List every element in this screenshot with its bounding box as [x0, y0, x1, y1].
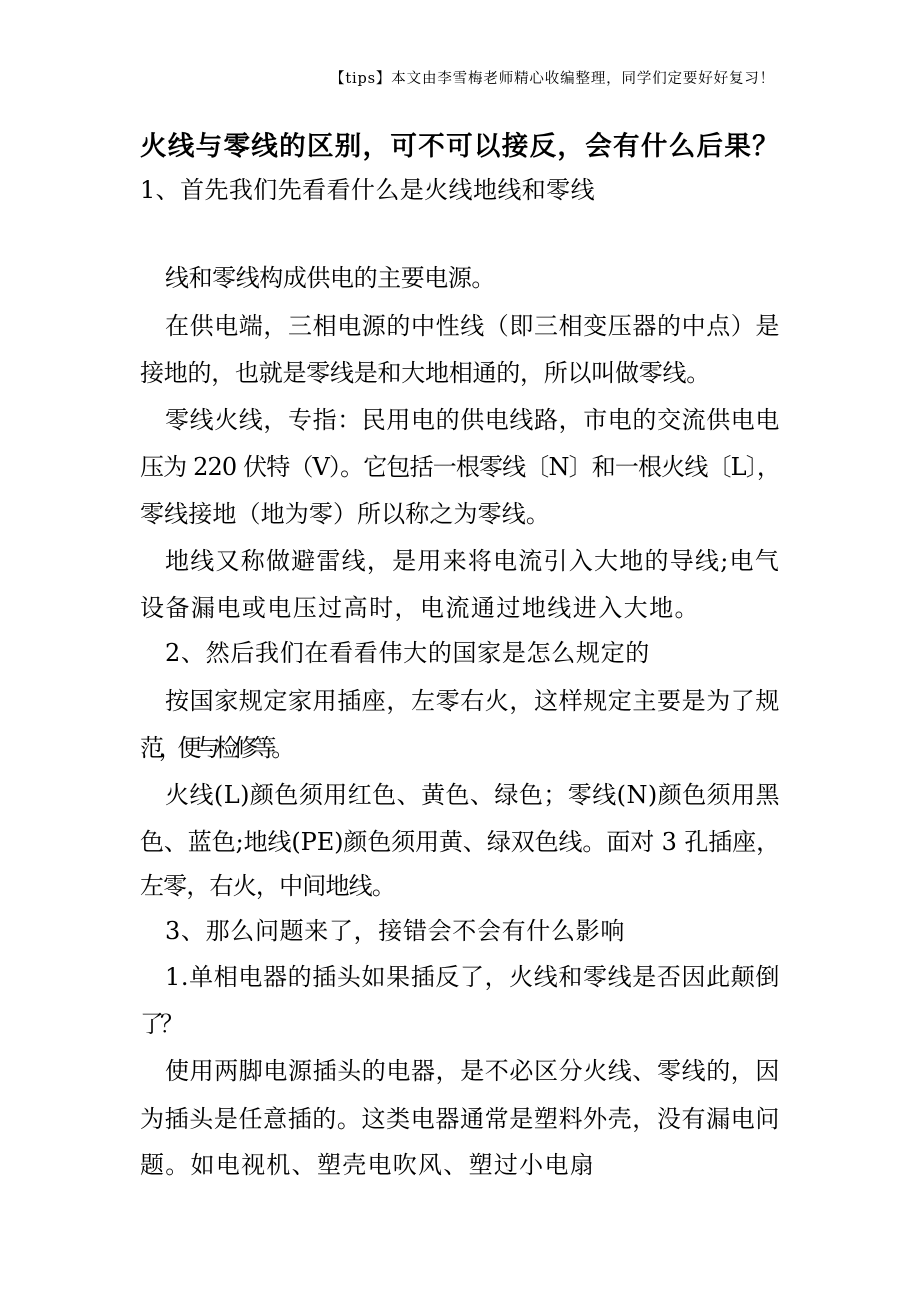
- text-line: 2、然后我们在看看伟大的国家是怎么规定的: [165, 639, 650, 667]
- text-line: 设备漏电或电压过高时，电流通过地线进入大地。: [140, 594, 700, 622]
- header-tips: 【tips】本文由李雪梅老师精心收编整理，同学们定要好好复习！: [330, 71, 775, 87]
- document-title: 火线与零线的区别，可不可以接反，会有什么后果？: [140, 131, 780, 162]
- text-line: 接地的，也就是零线是和大地相通的，所以叫做零线。: [140, 359, 710, 387]
- text-line: 火线(L)颜色须用红色、黄色、绿色；零线(N)颜色须用黑: [165, 781, 780, 809]
- text-line: 为插头是任意插的。这类电器通常是塑料外壳，没有漏电问: [140, 1105, 780, 1133]
- text-line: 地线又称做避雷线，是用来将电流引入大地的导线;电气: [165, 547, 780, 575]
- text-line: 按国家规定家用插座，左零右火，这样规定主要是为了规: [165, 687, 780, 715]
- text-line: 零线火线，专指：民用电的供电线路，市电的交流供电电: [165, 406, 780, 434]
- text-line: 零线接地（地为零）所以称之为零线。: [140, 500, 550, 528]
- text-line: 压为 220 伏特（V）。它包括一根零线〔N〕和一根火线〔L〕，: [140, 453, 780, 481]
- text-line: 了？: [140, 1010, 180, 1038]
- text-line: 色、蓝色;地线(PE)颜色须用黄、绿双色线。面对 3 孔插座，: [140, 828, 780, 856]
- text-line: 1、首先我们先看看什么是火线地线和零线: [140, 176, 595, 204]
- text-line: 在供电端，三相电源的中性线（即三相变压器的中点）是: [165, 312, 780, 340]
- text-line: 左零，右火，中间地线。: [140, 872, 395, 900]
- text-line: 3、那么问题来了，接错会不会有什么影响: [165, 917, 625, 945]
- text-line: 使用两脚电源插头的电器，是不必区分火线、零线的，因: [165, 1057, 780, 1085]
- text-line: 线和零线构成供电的主要电源。: [165, 264, 495, 292]
- text-line: 范，便与检修等。: [140, 734, 290, 762]
- text-line: 题。如电视机、塑壳电吹风、塑过小电扇: [140, 1151, 595, 1179]
- text-line: 1.单相电器的插头如果插反了，火线和零线是否因此颠倒: [165, 963, 780, 991]
